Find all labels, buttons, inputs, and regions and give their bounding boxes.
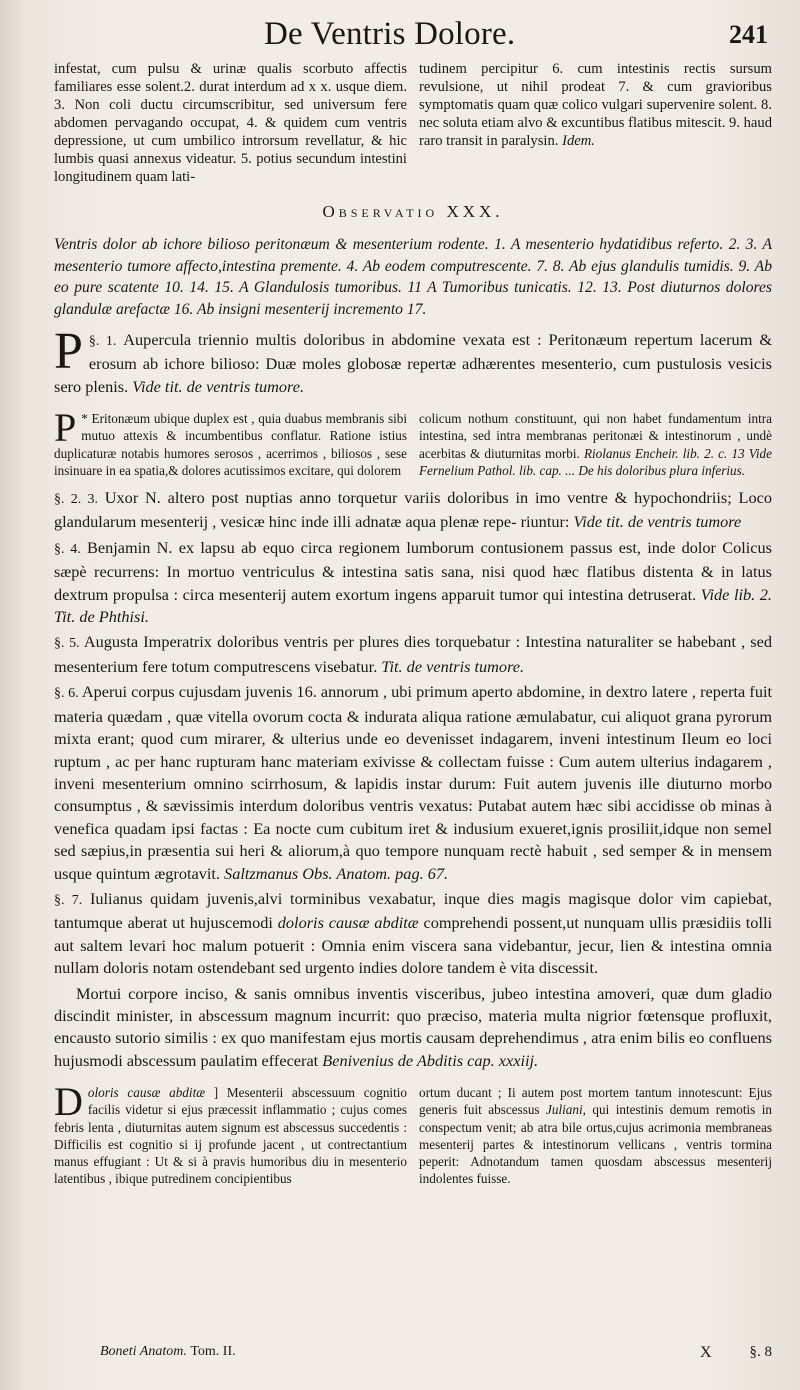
section-6-label: §. 6. (54, 686, 79, 702)
page-number: 241 (729, 20, 768, 49)
section-6-ref: Saltzmanus Obs. Anatom. pag. 67. (224, 863, 449, 883)
note-1-right-text: colicum nothum constituunt, qui non habet fundamentum intra intestina, sed intra membranas peritonæi & intestinorum , undè acerbitas & diuturnitas morbi. (419, 411, 772, 461)
observation-summary: Ventris dolor ab ichore bilioso peritonæum & mesenterium rodente. 1. A mesenterio hydatidibus referto. 2. 3. A mesenterio tumore affecto,intestina premente. 4. Ab eodem computrescente. 7. 8. Ab ejus glandulis tumidis. 9. Ab eo pure scatente 10. 14. 15. A Glandulosis tumoribus. 11 A Tumoribus tunicatis. 12. 13. Post diuturnos dolores glandulæ arefactæ 16. Ab insigni mesenterij incremento 17. (54, 236, 772, 318)
note-2-right (419, 1084, 772, 1187)
observation-title: Observatio XXX. (322, 202, 504, 221)
top-right-column (419, 60, 772, 186)
section-5-text: Augusta Imperatrix doloribus ventris per plures dies torquebatur : Intestina naturaliter se habebant , sed mesenterium fere totum computrescens visebatur. (54, 632, 773, 676)
note-2-initial: D (54, 1079, 83, 1125)
section-7-paragraph-2 (54, 983, 772, 1073)
section-7-ref: Benivenius de Abditis cap. xxxiij. (322, 1050, 539, 1070)
note-2-right-text-a: ortum ducant ; Ii autem post mortem tantum innotescunt: Ejus generis fuit abscessus (419, 1085, 772, 1118)
note-1-left-text: Eritonæum ubique duplex est , quia duabus membranis sibi mutuo attexis & incumbentibus conflatur. Ratione istius duplicaturæ notabis humores serosos , acerrimos , biliosos , sese insinuare in ea spatia,& dolores acutissimos excitare, qui dolorem (54, 411, 408, 478)
section-1-label: §. 1. (88, 334, 117, 349)
note-peritonaeum (54, 405, 772, 479)
section-2-3 (54, 487, 772, 534)
note-2-left (54, 1079, 408, 1187)
section-4 (54, 537, 772, 629)
section-1-ref: Vide tit. de ventris tumore. (132, 376, 305, 396)
note-doloris-causae (54, 1079, 773, 1187)
note-2-right-text-b: qui intestinis demum remotis in conspectum venit; ab atra bile ortus,cujus acrimonia membraneas mesenterij partes & intestinorum vellicans , ventris tormina peperit: Adnotandum tamen quosdam abscessus mesenterij indolentes fuisse. (419, 1102, 773, 1187)
section-4-ref: Vide lib. 2. Tit. de Phthisi. (54, 584, 772, 627)
footer-volume: Tom. II. (190, 1344, 236, 1359)
section-7-text-b: comprehendi possent,ut nunquam ullis præsidiis tolli aut saltem levari hoc malum potuerit : Omnia enim viscera sana videbantur, jecur, lien & intestina omnia nullam doloris notam ostendebant sed urgento indies dolore tandem è vita discessit. (54, 913, 772, 978)
section-6-text: Aperui corpus cujusdam juvenis 16. annorum , ubi primum aperto abdomine, in dextro latere , reperta fuit materia quædam , quæ vitella ovorum cocta & indurata aliqua ratione æmulabatur, cui aliquot grana pyrorum mixta erant; quod cum mirarer, & ulterius unde eo devenisset indagarem, inveni intestinum Ileum eo loci ruptum , ac per hanc rupturam hanc materiam exivisse & collectam fuisse : Cum autem ulterius indagarem , inveni mesenterium omnino scirrhosum, & lapidis instar durum: Fuit autem juvenis ille diuturno morbo consumptus , & sævissimis interdum doloribus ventris vexatus: Putabat autem hæc sibi accidisse ob minas à venefica quadam ipsi factas : Ea nocte cum cubitum iret & indusium exueret,ignis prosiliit,idque non semel sed sæpius,in præsentia sui heri & aliorum,à quo tempore nunquam rectè habuit , sed semper & in mensem usque quintum ægrotavit. (54, 682, 773, 883)
note-1-right (419, 410, 772, 479)
section-5 (54, 631, 772, 678)
note-2-left-text: ] Mesenterii abscessuum cognitio facilis videtur si ejus præcessit inflammatio ; cujus comes febris lenta , diuturnitas autem signum est abscessus succedentis : Difficilis est cognitio si ij profunde jacent , ut contrectantium manus effugiant : Ut & si à pravis humoribus diu in mesenterio latentibus , ibique putredinem concipientibus (54, 1085, 408, 1187)
top-right-attribution: Idem. (562, 133, 595, 149)
top-right-text: tudinem percipitur 6. cum intestinis rectis sursum revulsione, ut nihil prodeat 7. & cum gravioribus symptomatis quam quæ colico vulgari supervenire solent. 8. nec soluta etiam alvo & excuntibus flatibus mitescit. 9. haud raro transit in paralysin. (419, 61, 773, 149)
section-6 (54, 681, 772, 885)
note-1-left (54, 405, 408, 479)
section-7-text-a: Iulianus quidam juvenis,alvi torminibus vexabatur, inque dies magis magisque dolor vim capiebat, tantumque aberat ut hujuscemodi (54, 888, 772, 933)
section-5-ref: Tit. de ventris tumore. (381, 656, 525, 676)
footer-signature-text: Boneti Anatom. (100, 1344, 187, 1359)
section-1-initial: P (54, 323, 83, 380)
top-left-column: infestat, cum pulsu & urinæ qualis scorbuto affectis familiares esse solent.2. durat interdum ad x x. usque diem. 3. Non coli ductu circumscribitur, sed universum fere abdomen pervagando occupat, 4. & quidem cum ventris depressione, ut cum umbilico introrsum revellatur, & hic lumbis quasi annexus videatur. 5. potius secundum intestini longitudinem quam lati- (54, 61, 407, 185)
section-4-text: Benjamin N. ex lapsu ab equo circa regionem lumborum contusionem passus est, inde dolor Colicus sæpè recurrens: In mortuo ventriculus & intestina satis sana, nisi quod hæc flatibus distenta & in latus dextrum propulsa : circa mesenterij autem exortum ingens apparuit tumor qui intestina detruserat. (54, 537, 772, 604)
note-2-right-name: Juliani, (546, 1102, 586, 1118)
section-2-3-label: §. 2. 3. (54, 492, 98, 508)
section-7-italic: doloris causæ abditæ (277, 913, 419, 933)
note-2-left-lead: oloris causæ abditæ (87, 1085, 206, 1101)
section-2-3-ref: Vide tit. de ventris tumore (573, 512, 742, 532)
section-7-para2-text: Mortui corpore inciso, & sanis omnibus inventis visceribus, jubeo intestina amoveri, quæ dum gladio discindit minister, in abscessum magnum incurrit: quo præciso, materia multa nigrior fœtensque profluxit, encausto sutorio similis : ex quo manifestam ejus mortis causam deprehendimus , atra enim bilis eo confluens hujusmodi abscessum paulatim effecerat (54, 983, 772, 1070)
page-header (54, 16, 772, 60)
footer-signature (100, 1344, 236, 1360)
section-1 (54, 323, 772, 398)
section-4-label: §. 4. (54, 541, 81, 557)
running-title: De Ventris Dolore. (264, 16, 516, 52)
footer-catchword: §. 8 (749, 1344, 772, 1360)
top-two-columns (54, 60, 772, 186)
section-1-text: Aupercula triennio multis doloribus in abdomine vexata est : Peritonæum repertum lacerum & erosum ab ichore bilioso: Duæ moles globosæ repertæ adhærentes mesenterio, cum pustulosis vesicis sero plenis. (54, 330, 772, 396)
note-1-initial: P (54, 405, 77, 451)
footer-sheet-mark: X (700, 1344, 712, 1361)
page-footer (100, 1344, 772, 1370)
note-1-right-ref: Riolanus Encheir. lib. 2. c. 13 Vide Fernelium Pathol. lib. cap. ... De his doloribus plura inferius. (419, 445, 772, 478)
section-2-3-text: Uxor N. altero post nuptias anno torquetur variis doloribus in imo ventre & hypochondriis; Loco glandularum mesenterij , vesicæ hinc inde illi adnatæ aqua plenæ repe- riuntur: (54, 488, 773, 532)
section-5-label: §. 5. (54, 636, 80, 652)
note-star: * (81, 411, 88, 427)
section-7-label: §. 7. (54, 892, 83, 908)
section-7 (54, 888, 772, 980)
